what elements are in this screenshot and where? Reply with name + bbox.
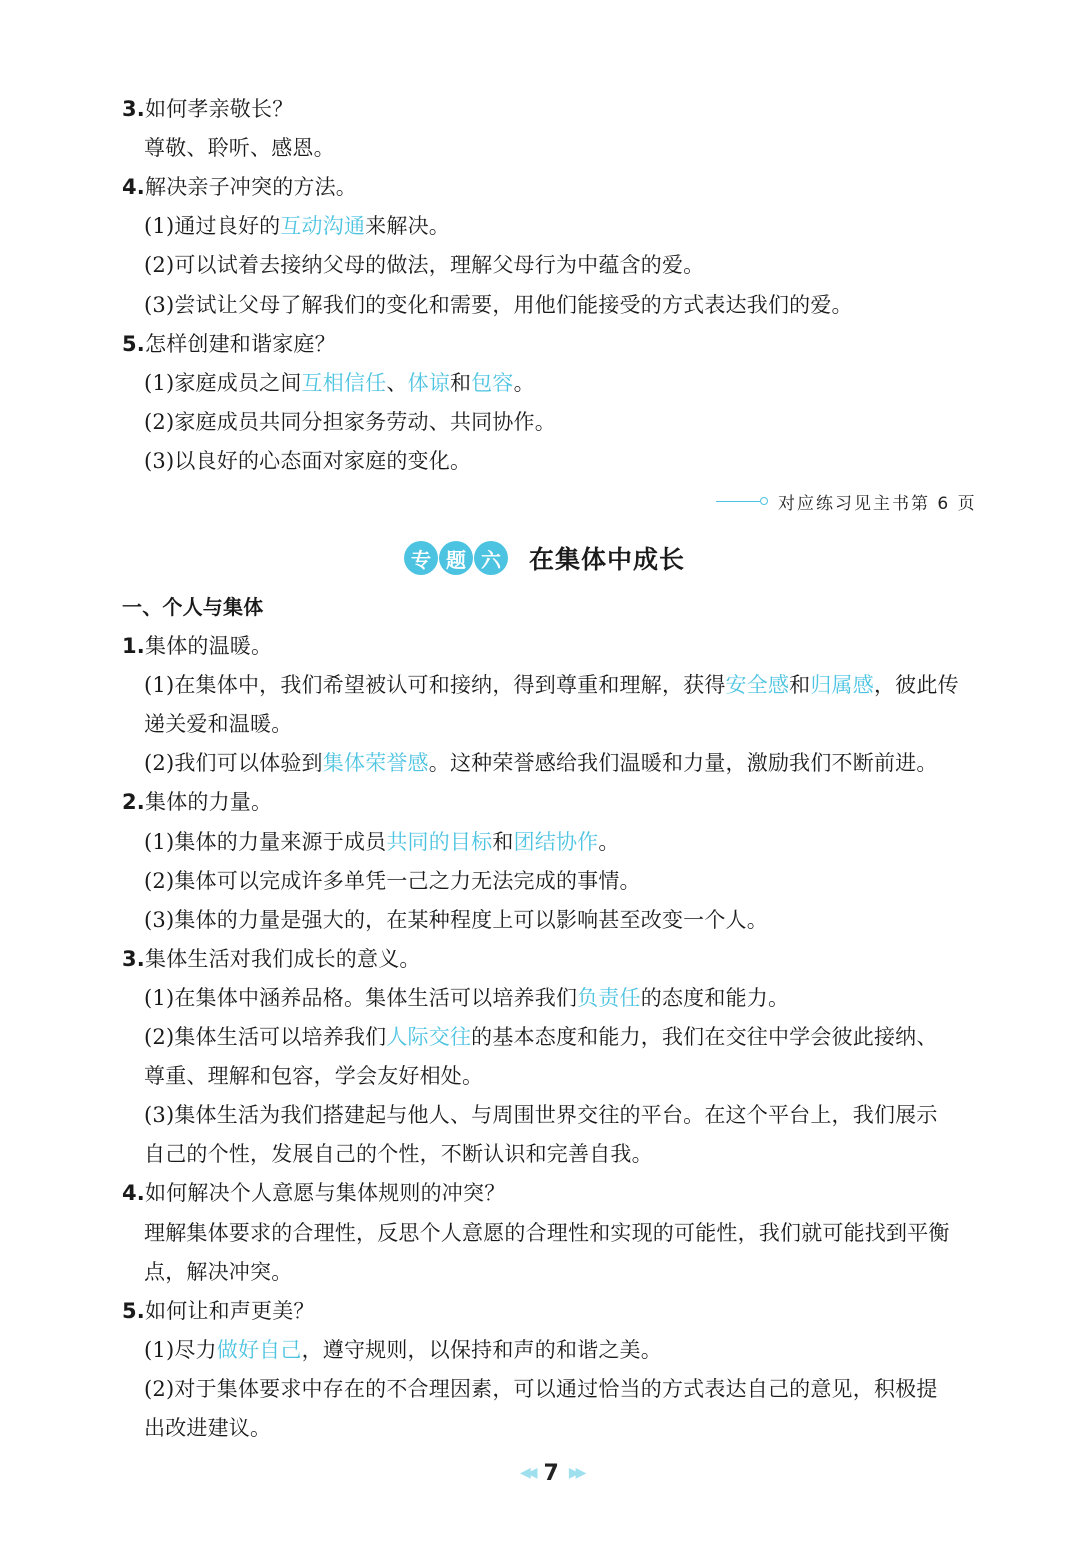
question-number: 4.: [122, 1181, 145, 1206]
prev-arrow-icon: ◀◀: [520, 1465, 534, 1481]
text-run: 怎样创建和谐家庭？: [145, 331, 336, 356]
text-run: 集体的力量。: [145, 790, 273, 815]
text-run: (2)可以试着去接纳父母的做法，理解父母行为中蕴含的爱。: [144, 253, 705, 278]
text-run: 。这种荣誉感给我们温暖和力量，激励我们不断前进。: [428, 751, 938, 776]
text-run: (3)以良好的心态面对家庭的变化。: [144, 448, 472, 473]
question-number: 4.: [122, 175, 145, 200]
answer-line: [144, 868, 641, 894]
question-line: [122, 96, 293, 122]
answer-line: [144, 448, 471, 474]
text-run: 。: [598, 829, 620, 854]
text-run: (3)集体的力量是强大的，在某种程度上可以影响甚至改变一个人。: [144, 907, 768, 932]
text-run: (1)在集体中涵养品格。集体生活可以培养我们: [144, 985, 578, 1010]
text-run: 集体的温暖。: [145, 634, 273, 658]
question-line: [122, 1180, 505, 1206]
highlighted-term: 团结协作: [513, 829, 599, 854]
question-number: 2.: [122, 790, 145, 815]
highlighted-term: 体谅: [407, 370, 450, 395]
topic-title: 在集体中成长: [529, 545, 686, 574]
answer-line: [144, 1259, 292, 1285]
answer-line: [144, 409, 556, 435]
answer-line: [144, 1376, 938, 1402]
question-number: 5.: [122, 331, 145, 356]
text-run: 解决亲子冲突的方法。: [145, 175, 357, 200]
question-line: [122, 633, 272, 659]
text-run: 的态度和能力。: [640, 985, 790, 1010]
answer-line: [144, 829, 620, 855]
highlighted-term: 共同的目标: [386, 829, 493, 854]
highlighted-term: 安全感: [725, 673, 790, 698]
answer-line: [144, 711, 292, 737]
answer-line: [144, 1063, 483, 1089]
text-run: 自己的个性，发展自己的个性，不断认识和完善自我。: [144, 1142, 653, 1167]
reference-rule: [716, 501, 760, 502]
text-run: ，遵守规则，以保持和声的和谐之美。: [301, 1337, 662, 1362]
text-run: (2)集体可以完成许多单凭一己之力无法完成的事情。: [144, 868, 641, 893]
answer-line: [144, 1337, 662, 1363]
question-line: [122, 789, 272, 815]
answer-line: [144, 135, 335, 161]
text-run: 理解集体要求的合理性，反思个人意愿的合理性和实现的可能性，我们就可能找到平衡: [144, 1220, 950, 1245]
text-run: 出改进建议。: [144, 1416, 272, 1440]
highlighted-term: 互动沟通: [280, 214, 366, 239]
text-run: (1)尽力: [144, 1337, 217, 1362]
highlighted-term: 包容: [471, 370, 514, 395]
reference-text: 对应练习见主书第 6 页: [778, 493, 977, 514]
answer-line: [144, 213, 450, 239]
text-run: (1)集体的力量来源于成员: [144, 829, 387, 854]
answer-line: [144, 1024, 938, 1050]
text-run: (2)我们可以体验到: [144, 751, 323, 776]
reference-dot-icon: [760, 497, 768, 505]
text-run: 和: [789, 673, 811, 698]
text-run: (3)尝试让父母了解我们的变化和需要，用他们能接受的方式表达我们的爱。: [144, 292, 853, 317]
text-run: 如何让和声更美？: [145, 1298, 315, 1323]
text-run: (2)对于集体要求中存在的不合理因素，可以通过恰当的方式表达自己的意见，积极提: [144, 1376, 938, 1401]
reference-note: [716, 488, 977, 514]
question-line: [122, 174, 357, 200]
text-run: 如何解决个人意愿与集体规则的冲突？: [145, 1181, 506, 1206]
answer-line: [144, 1141, 653, 1167]
question-number: 3.: [122, 946, 145, 971]
question-number: 1.: [122, 634, 145, 658]
text-run: 递关爱和温暖。: [144, 712, 293, 737]
next-arrow-icon: ▶▶: [568, 1465, 583, 1481]
answer-line: [144, 907, 768, 933]
highlighted-term: 负责任: [577, 985, 641, 1010]
question-line: [122, 1298, 315, 1324]
answer-line: [144, 1220, 950, 1246]
answer-line: [144, 292, 853, 318]
text-run: (1)通过良好的: [144, 214, 281, 239]
topic-header: [404, 538, 685, 578]
text-run: 。: [513, 370, 535, 395]
text-run: 点，解决冲突。: [144, 1259, 293, 1284]
answer-line: [144, 750, 938, 776]
topic-badge-char: 六: [474, 541, 508, 575]
text-run: 如何孝亲敬长？: [145, 97, 294, 121]
text-run: 来解决。: [365, 214, 450, 239]
text-run: (2)集体生活可以培养我们: [144, 1025, 387, 1049]
section-heading: 一、个人与集体: [122, 595, 264, 619]
text-run: 和: [449, 370, 472, 395]
text-run: 尊敬、聆听、感恩。: [144, 136, 335, 161]
highlighted-term: 做好自己: [216, 1337, 302, 1362]
question-number: 3.: [122, 97, 145, 121]
text-run: (1)家庭成员之间: [144, 370, 302, 395]
text-run: 尊重、理解和包容，学会友好相处。: [144, 1064, 484, 1089]
highlighted-term: 归属感: [810, 673, 874, 698]
answer-line: [144, 1102, 938, 1128]
answer-line: [144, 252, 704, 278]
answer-line: [144, 672, 959, 698]
answer-line: [144, 1415, 271, 1441]
text-run: ，彼此传: [873, 673, 959, 698]
topic-badge-char: 题: [439, 541, 473, 575]
question-number: 5.: [122, 1298, 145, 1323]
answer-line: [144, 985, 789, 1011]
highlighted-term: 互相信任: [301, 370, 387, 395]
highlighted-term: 人际交往: [386, 1025, 472, 1049]
question-line: [122, 331, 336, 357]
text-run: 集体生活对我们成长的意义。: [145, 946, 421, 971]
page-number-footer: [510, 1458, 592, 1488]
text-run: (3)集体生活为我们搭建起与他人、与周围世界交往的平台。在这个平台上，我们展示: [144, 1103, 938, 1128]
page-number: 7: [543, 1460, 559, 1486]
text-run: (2)家庭成员共同分担家务劳动、共同协作。: [144, 409, 556, 434]
highlighted-term: 集体荣誉感: [322, 751, 429, 776]
text-run: 和: [492, 829, 514, 854]
topic-badge-char: 专: [404, 541, 438, 575]
text-run: 的基本态度和能力，我们在交往中学会彼此接纳、: [471, 1025, 938, 1049]
text-run: (1)在集体中，我们希望被认可和接纳，得到尊重和理解，获得: [144, 673, 726, 698]
question-line: [122, 946, 421, 972]
text-run: 、: [386, 370, 408, 395]
answer-line: [144, 370, 535, 396]
